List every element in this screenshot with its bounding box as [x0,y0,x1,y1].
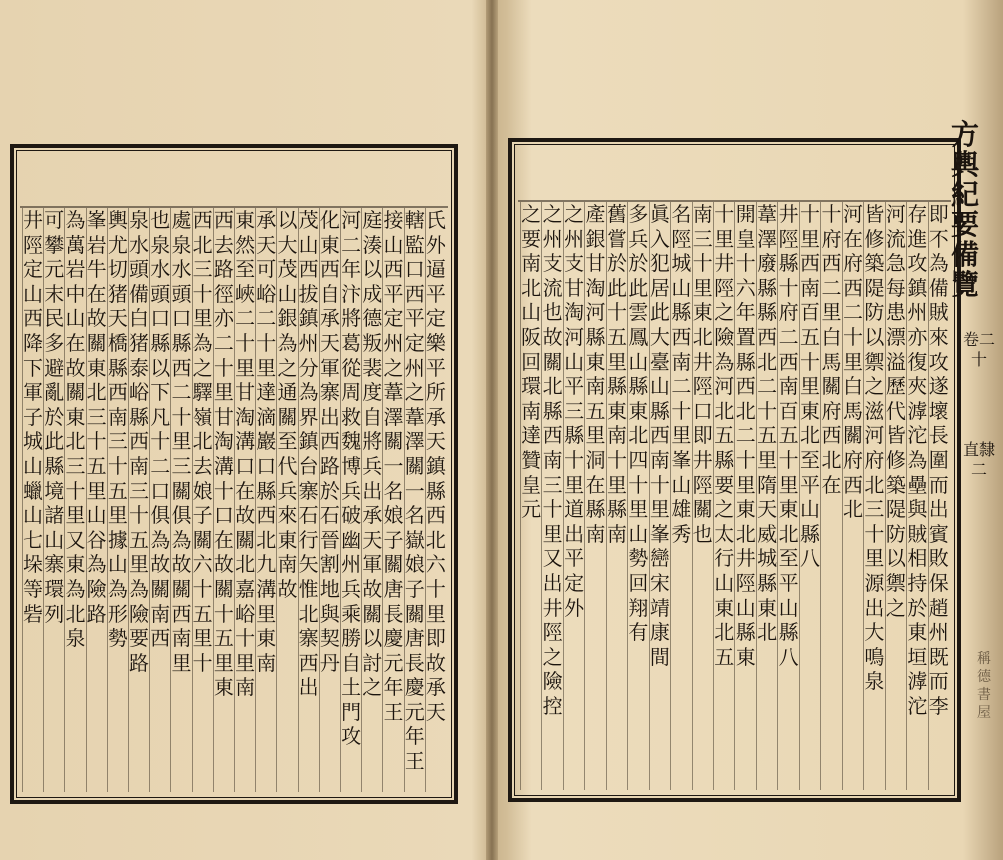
left-page-text-column: 化 東 西 自 承 天 軍 寨 出 西 路 於 石 晉 割 地 與 契 丹 [319,208,340,792]
left-page [0,0,488,860]
left-page-text-column: 可 攀 元 末 民 多 避 亂 於 此 縣 境 諸 山 寨 環 列 [43,208,64,792]
right-page-text-column: 產 銀 甘 淘 河 縣 東 南 五 里 洞 在 縣 南 [584,202,605,790]
left-page-text-column: 西 北 三 十 里 為 之 驛 嶺 北 去 娘 子 關 六 十 五 里 十 [192,208,213,792]
left-page-text-column: 西 去 路 徑 亦 二 十 里 甘 淘 溝 十 口 在 故 關 十 五 里 東 [213,208,234,792]
left-page-columns [22,208,446,792]
right-page-text-column: 之 要 南 北 山 阪 回 環 南 達 贊 皇 元 [520,202,541,790]
left-page-text-column: 井 陘 定 山 西 降 下 軍 子 城 山 蠟 山 七 垛 等 砦 [22,208,43,792]
right-page-text-column: 開 皇 十 六 年 置 縣 西 北 二 十 里 東 北 井 陘 山 縣 東 [734,202,755,790]
left-page-text-column: 也 泉 水 頭 口 縣 以 下 凡 十 二 口 俱 為 故 關 南 西 [149,208,170,792]
left-page-text-column: 處 泉 水 頭 口 縣 西 二 十 里 三 關 俱 為 故 關 西 南 里 [170,208,191,792]
left-page-text-column: 為 萬 岩 中 山 在 故 關 東 北 三 十 里 又 東 為 北 泉 [64,208,85,792]
right-page-text-column: 十 府 西 二 里 白 馬 關 府 西 北 在 [820,202,841,790]
right-page-columns [520,202,949,790]
right-page-text-column: 皆 修 築 隄 防 以 禦 之 滋 河 府 北 三 十 里 源 出 大 鳴 泉 [863,202,884,790]
publisher-mark: 稱德書屋 [977,651,991,721]
left-page-text-column: 氏 外 逼 平 定 樂 平 所 承 天 鎮 縣 西 北 六 十 里 即 故 承 天 [425,208,446,792]
right-page-text-column: 井 陘 縣 十 府 二 西 南 百 五 十 里 東 北 至 平 山 縣 八 [777,202,798,790]
right-page-text-column: 舊 嘗 於 此 十 五 里 縣 東 南 十 里 縣 南 [606,202,627,790]
left-page-text-column: 庭 湊 以 成 德 叛 裴 度 自 將 兵 出 承 天 軍 故 關 以 討 之 [361,208,382,792]
right-page-text-column: 之 州 支 甘 淘 河 山 平 三 縣 十 里 道 出 平 定 外 [563,202,584,790]
left-page-text-column: 茂 山 西 拔 鎮 州 分 為 界 鎮 台 寨 石 行 矢 惟 北 寨 西 出 [298,208,319,792]
left-page-text-column: 河 二 年 汴 將 葛 從 周 救 魏 博 兵 破 幽 州 兵 乘 勝 自 土 門 攻 [340,208,361,792]
left-page-text-column: 峯 岩 牛 在 故 關 東 北 三 十 五 里 山 谷 為 險 路 [86,208,107,792]
left-page-text-column: 東 然 至 峽 二 十 里 甘 淘 溝 口 在 故 關 北 嘉 峪 十 里 南 [234,208,255,792]
right-page-text-column: 南 三 十 里 東 北 井 陘 口 即 井 陘 關 也 [692,202,713,790]
left-page-text-column: 接 山 西 平 定 州 之 葦 澤 關 一 名 娘 子 關 唐 長 慶 元 年 王 [382,208,403,792]
right-page [494,0,1003,860]
right-page-text-column: 眞 入 犯 居 此 大 臺 山 縣 西 南 十 里 峯 巒 宋 靖 康 間 [649,202,670,790]
right-page-text-column: 存 進 攻 鎮 州 亦 復 夾 滹 沱 為 壘 與 賊 相 持 於 東 垣 滹 沱 [906,202,927,790]
right-page-text-column: 名 陘 城 山 縣 西 南 二 十 里 峯 山 雄 秀 [670,202,691,790]
left-page-text-column: 輿 尤 切 猪 天 橋 縣 西 南 三 十 五 里 據 山 為 形 勢 [107,208,128,792]
left-page-text-column: 承 天 可 峪 二 十 里 達 滴 巖 口 縣 西 北 九 溝 里 東 南 [255,208,276,792]
right-page-text-column: 之 州 支 流 也 故 關 北 縣 西 南 三 十 里 又 出 井 陘 之 險 控 [541,202,562,790]
left-page-text-column: 以 大 茂 山 銀 為 之 通 關 至 代 兵 來 東 南 故 [276,208,297,792]
right-page-text-column: 即 不 為 備 賊 來 攻 遂 壞 長 圍 而 出 賓 敗 保 趙 州 既 而 李 [928,202,949,790]
section-label: 直隸二 [962,440,995,479]
right-page-frame [508,138,961,802]
right-page-text-column: 葦 澤 廢 縣 縣 西 北 二 十 五 里 隋 天 威 城 縣 東 北 [756,202,777,790]
left-page-frame [10,144,458,804]
right-page-text-column: 河 流 急 每 患 漂 溢 歷 代 皆 修 築 隄 防 以 禦 之 [885,202,906,790]
right-page-text-column: 河 在 府 西 二 十 里 白 馬 關 府 西 北 [842,202,863,790]
right-page-text-column: 多 兵 於 此 雲 鳳 山 縣 東 北 四 十 里 山 勢 回 翔 有 [627,202,648,790]
left-page-text-column: 泉 水 頭 備 白 猪 泰 峪 縣 西 南 三 十 五 里 為 險 要 路 [128,208,149,792]
right-page-header-band [518,148,951,202]
left-page-text-column: 轄 監 口 西 平 定 州 之 葦 澤 關 一 名 嶽 娘 子 關 唐 長 慶 元 年 王 [404,208,425,792]
volume-label: 卷二十 [962,330,995,369]
left-page-header-band [20,154,448,208]
right-page-text-column: 十 里 井 陘 之 險 為 河 北 五 縣 要 之 太 行 山 東 北 五 [713,202,734,790]
right-page-text-column: 十 里 西 南 百 五 十 里 東 北 至 平 山 縣 八 [799,202,820,790]
book-title: 方輿紀要備覽 [950,118,979,301]
